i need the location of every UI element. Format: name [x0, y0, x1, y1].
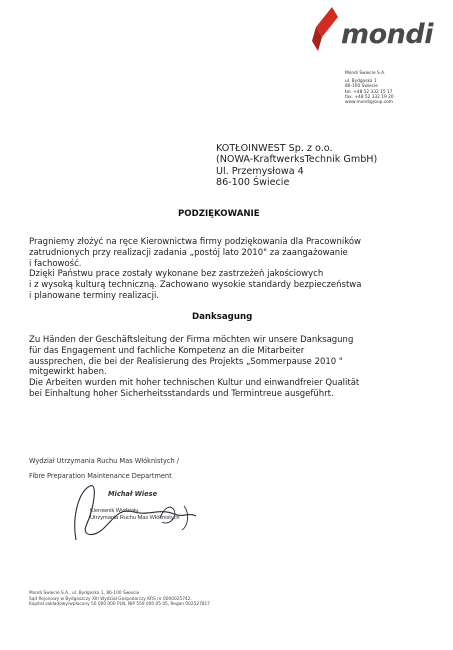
- mondi-logo-text: mondi: [341, 19, 433, 50]
- body-line: für das Engagement und fachliche Kompetenz an die Mitarbeiter: [29, 345, 305, 356]
- body-line: i fachowość.: [29, 258, 82, 269]
- department-name-en: Fibre Preparation Maintenance Department: [29, 471, 172, 480]
- body-line: Die Arbeiten wurden mit hoher technischen Kultur und einwandfreier Qualität: [29, 378, 360, 389]
- body-line: Zu Händen der Geschäftsleitung der Firma möchten wir unsere Danksagung: [29, 335, 354, 345]
- body-line: zatrudnionych przy realizacji zadania „postój lato 2010" za zaangażowanie: [29, 247, 348, 258]
- sender-address-line: ul. Bydgoska 1: [345, 79, 377, 85]
- body-line: i z wysoką kulturą techniczną. Zachowano wysokie standardy bezpieczeństwa: [29, 280, 362, 291]
- mondi-logo: [308, 5, 446, 57]
- body-line: Dzięki Państwu prace zostały wykonane bez zastrzeżeń jakościowych: [29, 269, 324, 280]
- sender-company-name: Mondi Świecie S.A.: [345, 71, 386, 76]
- body-line: aussprechen, die bei der Realisierung des Projekts „Sommerpause 2010 ": [29, 356, 343, 367]
- recipient-line: (NOWA-KraftwerksTechnik GmbH): [216, 154, 378, 166]
- polish-body: [29, 237, 429, 302]
- body-line: Pragniemy złożyć na ręce Kierownictwa firmy podziękowania dla Pracowników: [29, 237, 361, 247]
- body-line: bei Einhaltung hoher Sicherheitsstandards und Termintreue ausgeführt.: [29, 388, 334, 399]
- footer-line: Kapitał zakładowy/wpłacony 50 000 000 PLN, NIP 559 000 05 05, Regon 002527817: [29, 602, 211, 608]
- body-line: i planowane terminy realizacji.: [29, 290, 160, 301]
- polish-heading: PODZIĘKOWANIE: [178, 209, 260, 219]
- official-stamp: [90, 508, 180, 521]
- german-body: [29, 335, 429, 400]
- recipient-line: 86-100 Świecie: [216, 177, 290, 189]
- sender-address-line: 86-100 Świecie: [345, 84, 378, 90]
- stamp-line: Utrzymania Ruchu Mas Włóknistych: [90, 514, 180, 521]
- stamp-line: Kierownik Wydziału: [90, 508, 139, 514]
- sender-website: www.mondigroup.com: [345, 100, 393, 106]
- footer-line: Sąd Rejonowy w Bydgoszczy XIII Wydział Gospodarczy KRS nr 0000025742.: [29, 596, 192, 602]
- recipient-address: [216, 143, 377, 189]
- german-heading: Danksagung: [192, 312, 253, 322]
- sender-address: [345, 71, 394, 105]
- signature-area: [64, 478, 224, 558]
- sender-fax: fax. +48 52 332 19 20: [345, 94, 394, 100]
- sender-phone: tel. +48 52 332 15 17: [345, 89, 393, 95]
- body-line: mitgewirkt haben.: [29, 367, 107, 378]
- signer-name: Michał Wiese: [108, 490, 158, 498]
- department-name-pl: Wydział Utrzymania Ruchu Mas Włóknistych /: [29, 457, 179, 465]
- footer: [29, 591, 210, 608]
- recipient-line: Ul. Przemysłowa 4: [216, 165, 304, 177]
- recipient-line: KOTŁOINWEST Sp. z o.o.: [216, 143, 333, 154]
- footer-line: Mondi Świecie S.A., ul. Bydgoska 1, 86-100 Świecie: [29, 591, 140, 596]
